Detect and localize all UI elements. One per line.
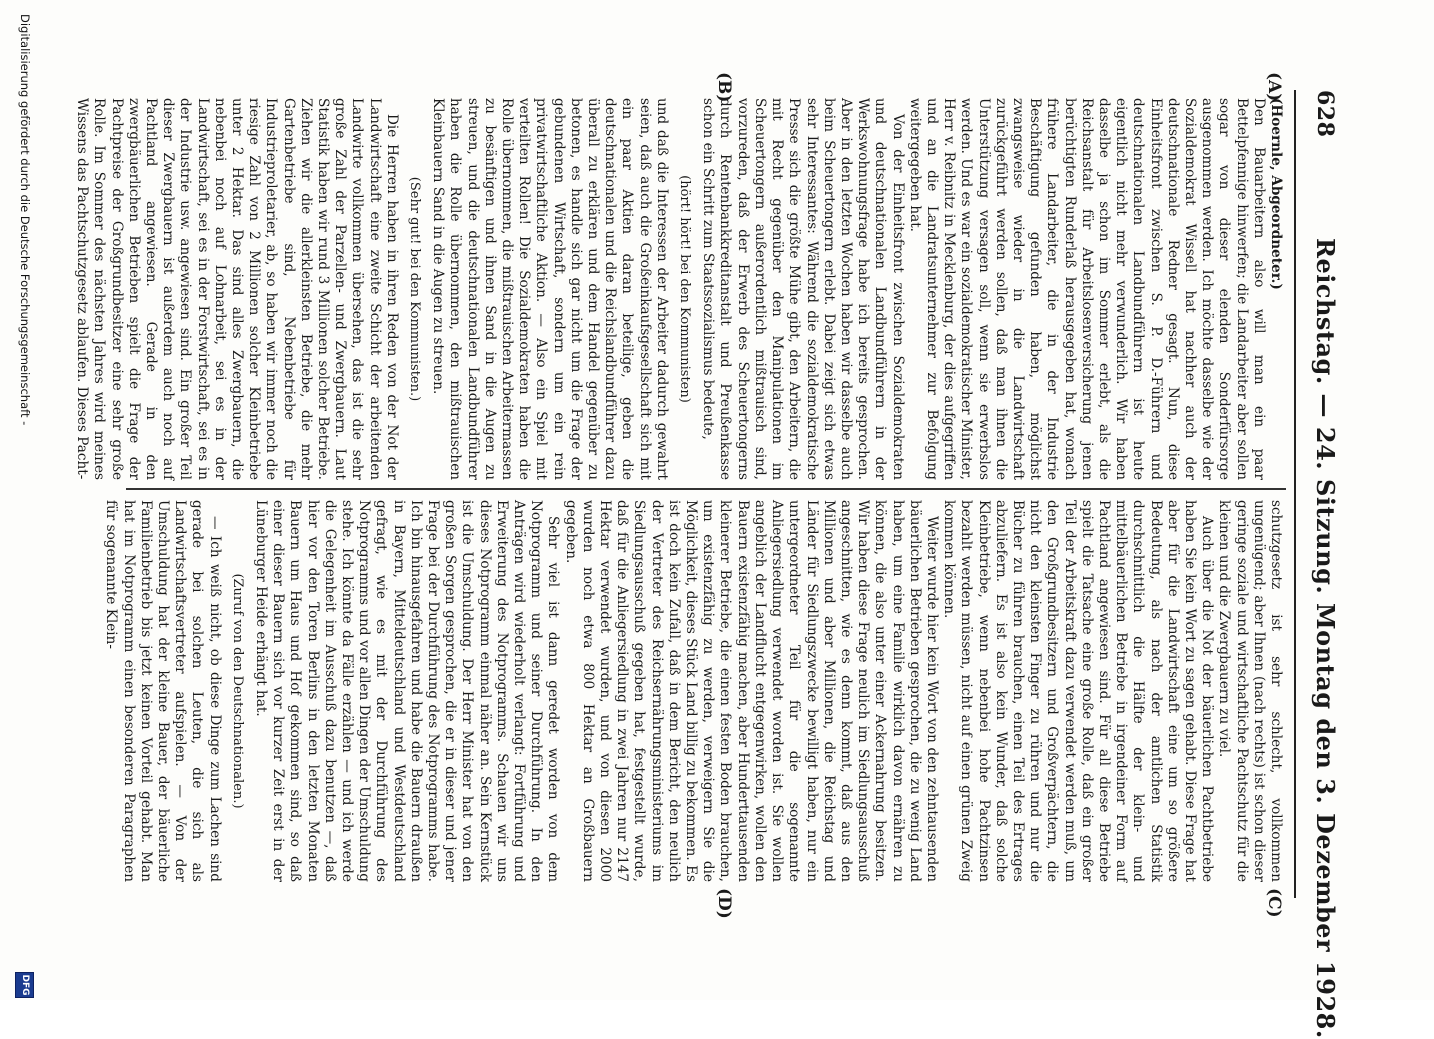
margin-mark-b: (B) xyxy=(714,72,734,103)
interjection: (Zuruf von den Deutschnationalen.) xyxy=(229,573,245,809)
header-rule xyxy=(1294,90,1296,898)
left-text-column xyxy=(74,98,1284,480)
paragraph: Sehr viel ist dann geredet worden von dem Notprogramm und seiner Durchführung. In den Anträgen wird wiederholt verlangt: Fortführung und Erweiterung des Notprogramms. Schauen wir uns dieses Notprogramm einmal näher an. Sein Kernstück ist die Umschuldung. Der Herr Minister hat von den großen Sorgen gesprochen, die er in dieser und jener Frage bei der Durchführung des Notprogramms habe. Ich bin hinausgefahren und habe die Bauern draußen in Bayern, Mitteldeutschland und Westdeutschland gefragt, wie es mit der Durchführung des Notprogramms und vor allen Dingen der Umschuldung stehe. Ich könnte da Fälle erzählen — und ich werde die Gelegenheit im Ausschuß dazu benutzen —, daß hier vor den Toren Berlins in den letzten Monaten Bauern um Haus und Hof gekommen sind, so daß einer dieser Bauern sich vor kurzer Zeit erst in der Lüneburger Heide erhängt hat. xyxy=(253,500,562,882)
paragraph: Die Herren haben in ihren Reden von der Not der Landwirtschaft eine zweite Schicht der arbeitenden Landwirte vollkommen übersehen, das ist die sehr große Zahl der Parzellen- und Zwergbauern. Laut Statistik haben wir rund 3 Millionen solcher Betriebe. Ziehen wir die allerkleinsten Betriebe, die mehr Gartenbetriebe sind, Nebenbetriebe für Industrieproletarier, ab, so haben wir immer noch die riesige Zahl von 2 Millionen solcher Kleinbetriebe unter 2 Hektar. Das sind alles Zwergbauern, die nebenbei noch auf Lohnarbeit, sei es in der Landwirtschaft, sei es in der Forstwirtschaft, sei es in der Industrie usw. angewiesen sind. Ein großer Teil dieser Zwergbauern ist außerdem auch noch auf Pachtland angewiesen. Gerade in den zwergbäuerlichen Betrieben spielt die Frage der Pachtpreise der Großgrundbesitzer eine sehr große Rolle. Im Sommer des nächsten Jahres wird meines Wissens das Pachtschutzgesetz ablaufen. Dieses Pacht- xyxy=(74,98,400,480)
page-title: Reichstag. — 24. Sitzung. Montag den 3. Dezember 1928. xyxy=(1311,238,1340,1039)
paragraph: Weiter wurde hier kein Wort von den zehntausenden bäuerlichen Betrieben gesprochen, die zu wenig Land haben, um eine Familie wirklich davon ernähren zu können, die also unter einer Ackernahrung besitzen. Wir haben diese Frage neulich im Siedlungsausschuß angeschnitten, wie es denn kommt, daß aus den Millionen und aber Millionen, die Reichstag und Länder für Siedlungszwecke bewilligt haben, nur ein untergeordneter Teil für die sogenannte Anliegersiedlung verwendet worden ist. Sie wollen angeblich der Landflucht entgegenwirken, wollen den Bauern existenzfähig machen, aber Hunderttausenden kleinerer Betriebe, die einen festen Boden brauchen, um existenzfähig zu werden, verweigern Sie die Möglichkeit, dieses Stück Land billig zu bekommen. Es ist doch kein Zufall, daß in dem Bericht, den neulich der Vertreter des Reichsernährungsministeriums im Siedlungsausschuß gegeben hat, festgestellt wurde, daß für die Anliegersiedlung in zwei Jahren nur 2147 Hektar verwendet wurden, und von diesen 2000 wurden noch etwa 800 Hektar an Großbauern gegeben. xyxy=(562,500,940,882)
right-text-column xyxy=(103,500,1284,882)
paragraph: und daß die Interessen der Arbeiter dadurch gewahrt seien, daß auch die Großeinkaufsgesellschaft sich mit ein paar Aktien daran beteilige, geben die deutschnationalen und die Reichslandbundführer dazu überall zu erklären und dem Handel gegenüber zu betonen, es handle sich gar nicht um die Frage der gebundenen Wirtschaft, sondern um ein rein privatwirtschaftliche Aktion. — Also ein Spiel mit verteilten Rollen! Die Sozialdemokraten haben die Rolle übernommen, die mißtrauischen Arbeitermassen zu besänftigen und ihnen Sand in die Augen zu streuen, und die deutschnationalen Landbundführer haben die Rolle übernommen, den mißtrauischen Kleinbauern Sand in die Augen zu streuen. xyxy=(430,98,670,480)
page-number: 628 xyxy=(1312,90,1338,138)
paragraph: Den Bauarbeitern also will man ein paar Bettelpfennige hinwerfen; die Landarbeiter aber sollen sogar von dieser elenden Sonderfürsorge ausgenommen werden. Ich möchte dasselbe wie der Sozialdemokrat Wissell hat nachher auch der deutschnationale Redner gesagt. Nun, diese Einheitsfront zwischen S. P. D.-Führern und deutschnationalen Landbundführern ist heute eigentlich nicht mehr verwunderlich. Wir haben dasselbe ja schon im Sommer erlebt, als die Reichsanstalt für Arbeitslosenversicherung jenen berüchtigten Runderlaß herausgegeben hat, wonach frühere Landarbeiter, die in der Industrie Beschäftigung gefunden haben, möglichst zwangsweise wieder in die Landwirtschaft zurückgeführt werden sollen, daß man ihnen die Unterstützung versagen soll, wenn sie erwerbslos werden. Und es war ein sozialdemokratischer Minister, Herr v. Reibnitz in Mecklenburg, der dies aufgegriffen und an die Landratsunternehmer zur Befolgung weitergegeben hat. xyxy=(906,98,1267,480)
margin-mark-d: (D) xyxy=(714,888,734,919)
footer-text: Digitalisierung gefördert durch die Deutsche Forschungsgemeinschaft - xyxy=(18,14,32,426)
speaker-line: (Hoernle, Abgeordneter.) xyxy=(1268,98,1284,290)
paragraph: Auch über die Not der bäuerlichen Pachtbetriebe haben Sie kein Wort zu sagen gehabt. Diese Frage hat aber für die Landwirtschaft eine um so größere Bedeutung, als nach der amtlichen Statistik durchschnittlich die Hälfte der klein- und mittelbäuerlichen Betriebe in irgendeiner Form auf Pachtland angewiesen sind. Für all diese Betriebe spielt die Tatsache eine große Rolle, daß ein großer Teil der Arbeitskraft dazu verwendet werden muß, um den Großgrundbesitzern und Großverpächtern, die nicht den kleinsten Finger zu rühren und nur die Bücher zu führen brauchen, einen Teil des Ertrages abzuliefern. Es ist also kein Wunder, daß solche Kleinbetriebe, wenn nebenbei hohe Pachtzinsen bezahlt werden müssen, nicht auf einen grünen Zweig kommen können. xyxy=(941,500,1216,882)
paragraph: Von der Einheitsfront zwischen Sozialdemokraten und deutschnationalen Landbundführern in der Werkswohnungsfrage habe ich bereits gesprochen. Aber in den letzten Wochen haben wir dasselbe auch beim Scheuertongern erlebt. Dabei zeigt sich etwas sehr Interessantes: Während die sozialdemokratische Presse sich die größte Mühe gibt, den Arbeitern, die mit Recht gegenüber den Manipulationen im Scheuertongern außerordentlich mißtrauisch sind, vorzureden, daß der Erwerb des Scheuertongerns durch Rentenbankkreditanstalt und Preußenkasse schon ein Schritt zum Staatssozialismus bedeute, xyxy=(700,98,906,480)
interjection: (hört! hört! bei den Kommunisten) xyxy=(677,175,693,403)
digitization-footer xyxy=(12,0,36,1000)
paragraph: schutzgesetz ist sehr schlecht, vollkommen ungenügend; aber Ihnen (nach rechts) ist schon dieser geringe soziale und wirtschaftliche Pachtschutz für die kleinen und die Zwergbauern zu viel. xyxy=(1216,500,1284,882)
margin-mark-c: (C) xyxy=(1264,888,1284,918)
page-header xyxy=(1302,0,1342,1039)
column-divider xyxy=(126,488,1286,490)
interjection: (Sehr gut! bei den Kommunisten.) xyxy=(407,176,423,402)
dfg-logo: DFG xyxy=(15,972,34,998)
paragraph: — Ich weiß nicht, ob diese Dinge zum Lachen sind gerade bei solchen Leuten, die sich als Landwirtschaftsvertreter aufspielen. — Von der Umschuldung hat der kleine Bauer, der bäuerliche Familienbetrieb bis jetzt keinen Vorteil gehabt. Man hat im Notprogramm einen besonderen Paragraphen für sogenannte Klein- xyxy=(103,500,223,882)
margin-mark-a: (A) xyxy=(1264,72,1284,102)
